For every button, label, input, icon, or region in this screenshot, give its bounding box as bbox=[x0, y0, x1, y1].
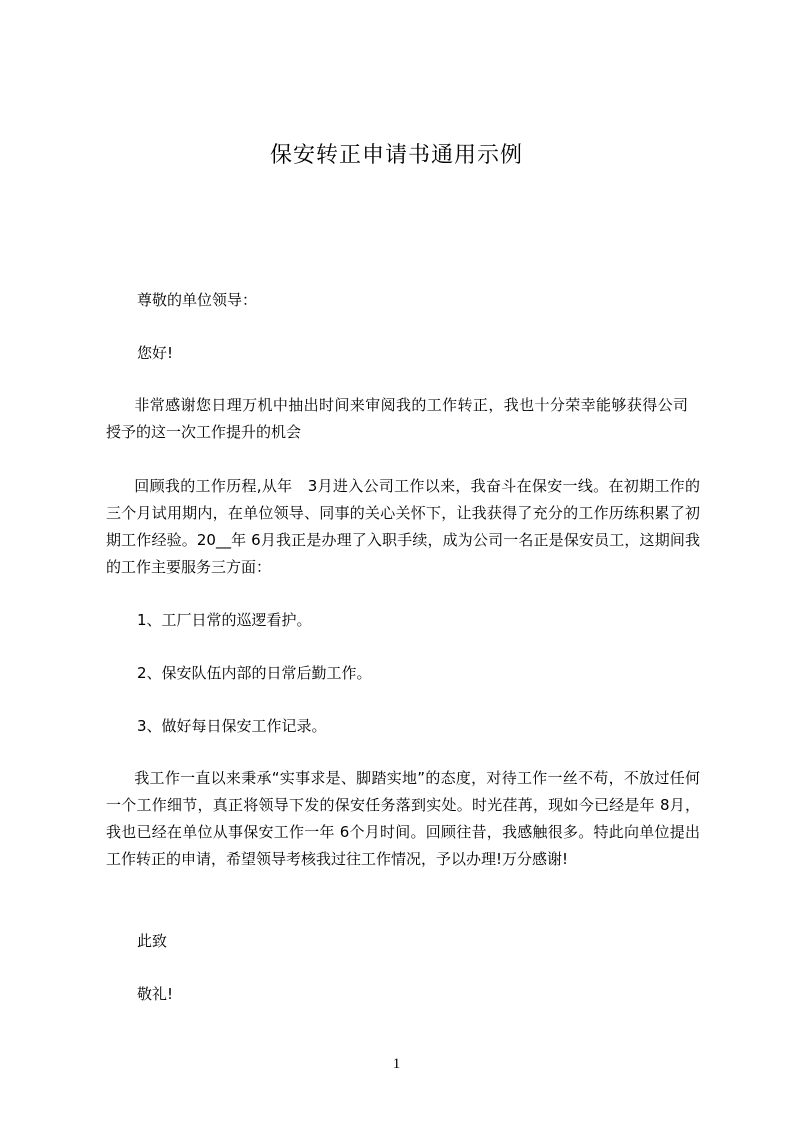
list-item-1: 1、工厂日常的巡逻看护。 bbox=[137, 611, 312, 629]
paragraph-history-text: 回顾我的工作历程,从年 3月进入公司工作以来，我奋斗在保安一线。在初期工作的三个月试用期内，在单位领导、同事的关心关怀下，让我获得了充分的工作历练积累了初期工作经验。20__年 6月我正是办理了入职手续，成为公司一名正是保安员工，这期间我的工作主要服务三方面： bbox=[106, 477, 700, 576]
paragraph-thanks bbox=[106, 392, 688, 446]
paragraph-attitude-text: 我工作一直以来秉承“实事求是、脚踏实地”的态度，对待工作一丝不苟，不放过任何一个工作细节，真正将领导下发的保安任务落到实处。时光荏苒，现如今已经是年 8月，我也已经在单位从事保安工作一年 6个月时间。回顾往昔，我感触很多。特此向单位提出工作转正的申请，希望领导考核我过往工作情况，予以办理!万分感谢! bbox=[106, 769, 700, 868]
closing-line-1: 此致 bbox=[137, 932, 168, 950]
paragraph-attitude bbox=[106, 765, 700, 873]
closing-line-2: 敬礼! bbox=[137, 985, 174, 1003]
paragraph-history bbox=[106, 473, 700, 581]
salutation: 尊敬的单位领导： bbox=[137, 291, 258, 309]
document-title: 保安转正申请书通用示例 bbox=[269, 143, 523, 168]
page-number: 1 bbox=[392, 1056, 401, 1072]
greeting: 您好! bbox=[137, 344, 174, 362]
list-item-2: 2、保安队伍内部的日常后勤工作。 bbox=[137, 664, 372, 682]
paragraph-thanks-text: 非常感谢您日理万机中抽出时间来审阅我的工作转正，我也十分荣幸能够获得公司授予的这一次工作提升的机会 bbox=[106, 396, 688, 441]
list-item-3: 3、做好每日保安工作记录。 bbox=[137, 717, 327, 735]
